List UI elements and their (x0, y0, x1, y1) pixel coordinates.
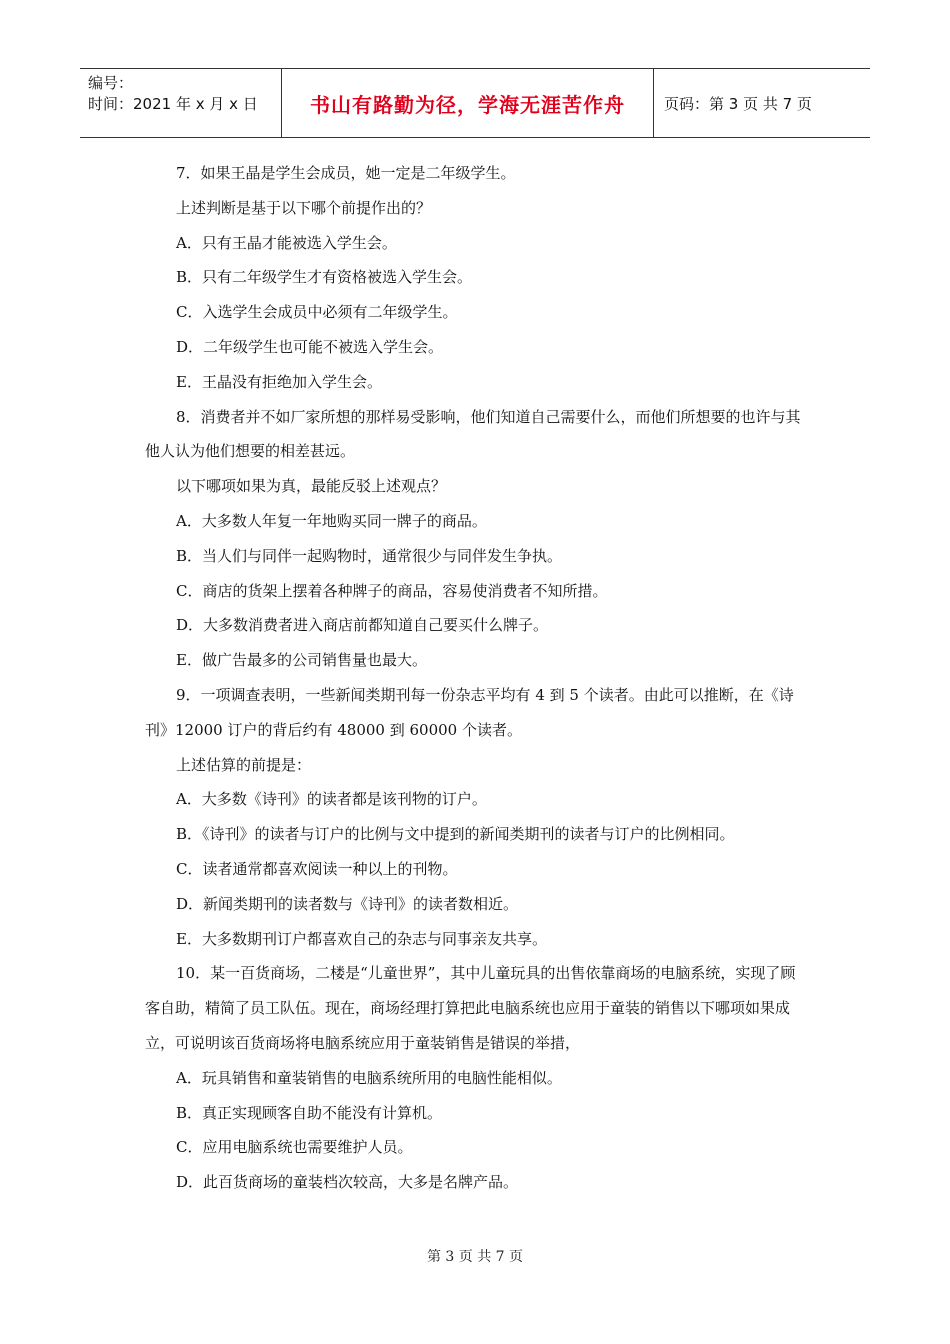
number-label: 编号： (88, 74, 134, 92)
option-7b: B．只有二年级学生才有资格被选入学生会。 (176, 268, 473, 287)
option-9b: B．《诗刊》的读者与订户的比例与文中提到的新闻类期刊的读者与订户的比例相同。 (176, 825, 735, 844)
option-8c: C．商店的货架上摆着各种牌子的商品，容易使消费者不知所措。 (176, 581, 608, 600)
time-label: 时间：2021 年 x 月 x 日 (88, 95, 258, 113)
option-7d: D．二年级学生也可能不被选入学生会。 (176, 337, 444, 356)
question-10: 10．某一百货商场，二楼是“儿童世界”，其中儿童玩具的出售依靠商场的电脑系统，实现了顾客自助，精简了员工队伍。现在，商场经理打算把此电脑系统也应用于童装的销售以下哪项如果成立，可说明该百货商场将电脑系统应用于童装销售是错误的举措， (145, 964, 796, 1052)
option-8d: D．大多数消费者进入商店前都知道自己要买什么牌子。 (176, 616, 549, 635)
option-10c: C．应用电脑系统也需要维护人员。 (176, 1138, 413, 1157)
question-9: 9．一项调查表明，一些新闻类期刊每一份杂志平均有 4 到 5 个读者。由此可以推断，在《诗刊》12000 订户的背后约有 48000 到 60000 个读者。 (145, 685, 794, 739)
option-7c: C．入选学生会成员中必须有二年级学生。 (176, 303, 458, 322)
option-8a: A．大多数人年复一年地购买同一牌子的商品。 (176, 511, 487, 530)
question-9-prompt: 上述估算的前提是： (176, 755, 312, 774)
option-8e: E．做广告最多的公司销售量也最大。 (176, 651, 427, 670)
option-9a: A．大多数《诗刊》的读者都是该刊物的订户。 (176, 790, 487, 809)
page-footer: 第 3 页 共 7 页 (426, 1249, 524, 1265)
header-meta (80, 69, 282, 137)
option-9e: E．大多数期刊订户都喜欢自己的杂志与同事亲友共享。 (176, 929, 547, 948)
option-10b: B．真正实现顾客自助不能没有计算机。 (176, 1103, 443, 1122)
header-page-info: 页码：第 3 页 共 7 页 (664, 94, 812, 113)
question-8-prompt: 以下哪项如果为真，最能反驳上述观点？ (176, 477, 447, 496)
option-10d: D．此百货商场的童装档次较高，大多是名牌产品。 (176, 1173, 519, 1192)
document-body (145, 156, 805, 1200)
question-7: 7．如果王晶是学生会成员，她一定是二年级学生。 (176, 164, 516, 182)
header-motto: 书山有路勤为径，学海无涯苦作舟 (282, 69, 654, 137)
question-8: 8．消费者并不如厂家所想的那样易受影响，他们知道自己需要什么，而他们所想要的也许与其他人认为他们想要的相差甚远。 (145, 407, 801, 461)
option-7e: E．王晶没有拒绝加入学生会。 (176, 372, 382, 391)
option-10a: A．玩具销售和童装销售的电脑系统所用的电脑性能相似。 (176, 1068, 562, 1087)
option-7a: A．只有王晶才能被选入学生会。 (176, 233, 397, 252)
option-8b: B．当人们与同伴一起购物时，通常很少与同伴发生争执。 (176, 546, 563, 565)
option-9d: D．新闻类期刊的读者数与《诗刊》的读者数相近。 (176, 894, 519, 913)
page-header (80, 68, 870, 138)
question-7-prompt: 上述判断是基于以下哪个前提作出的？ (176, 198, 432, 217)
option-9c: C．读者通常都喜欢阅读一种以上的刊物。 (176, 859, 458, 878)
